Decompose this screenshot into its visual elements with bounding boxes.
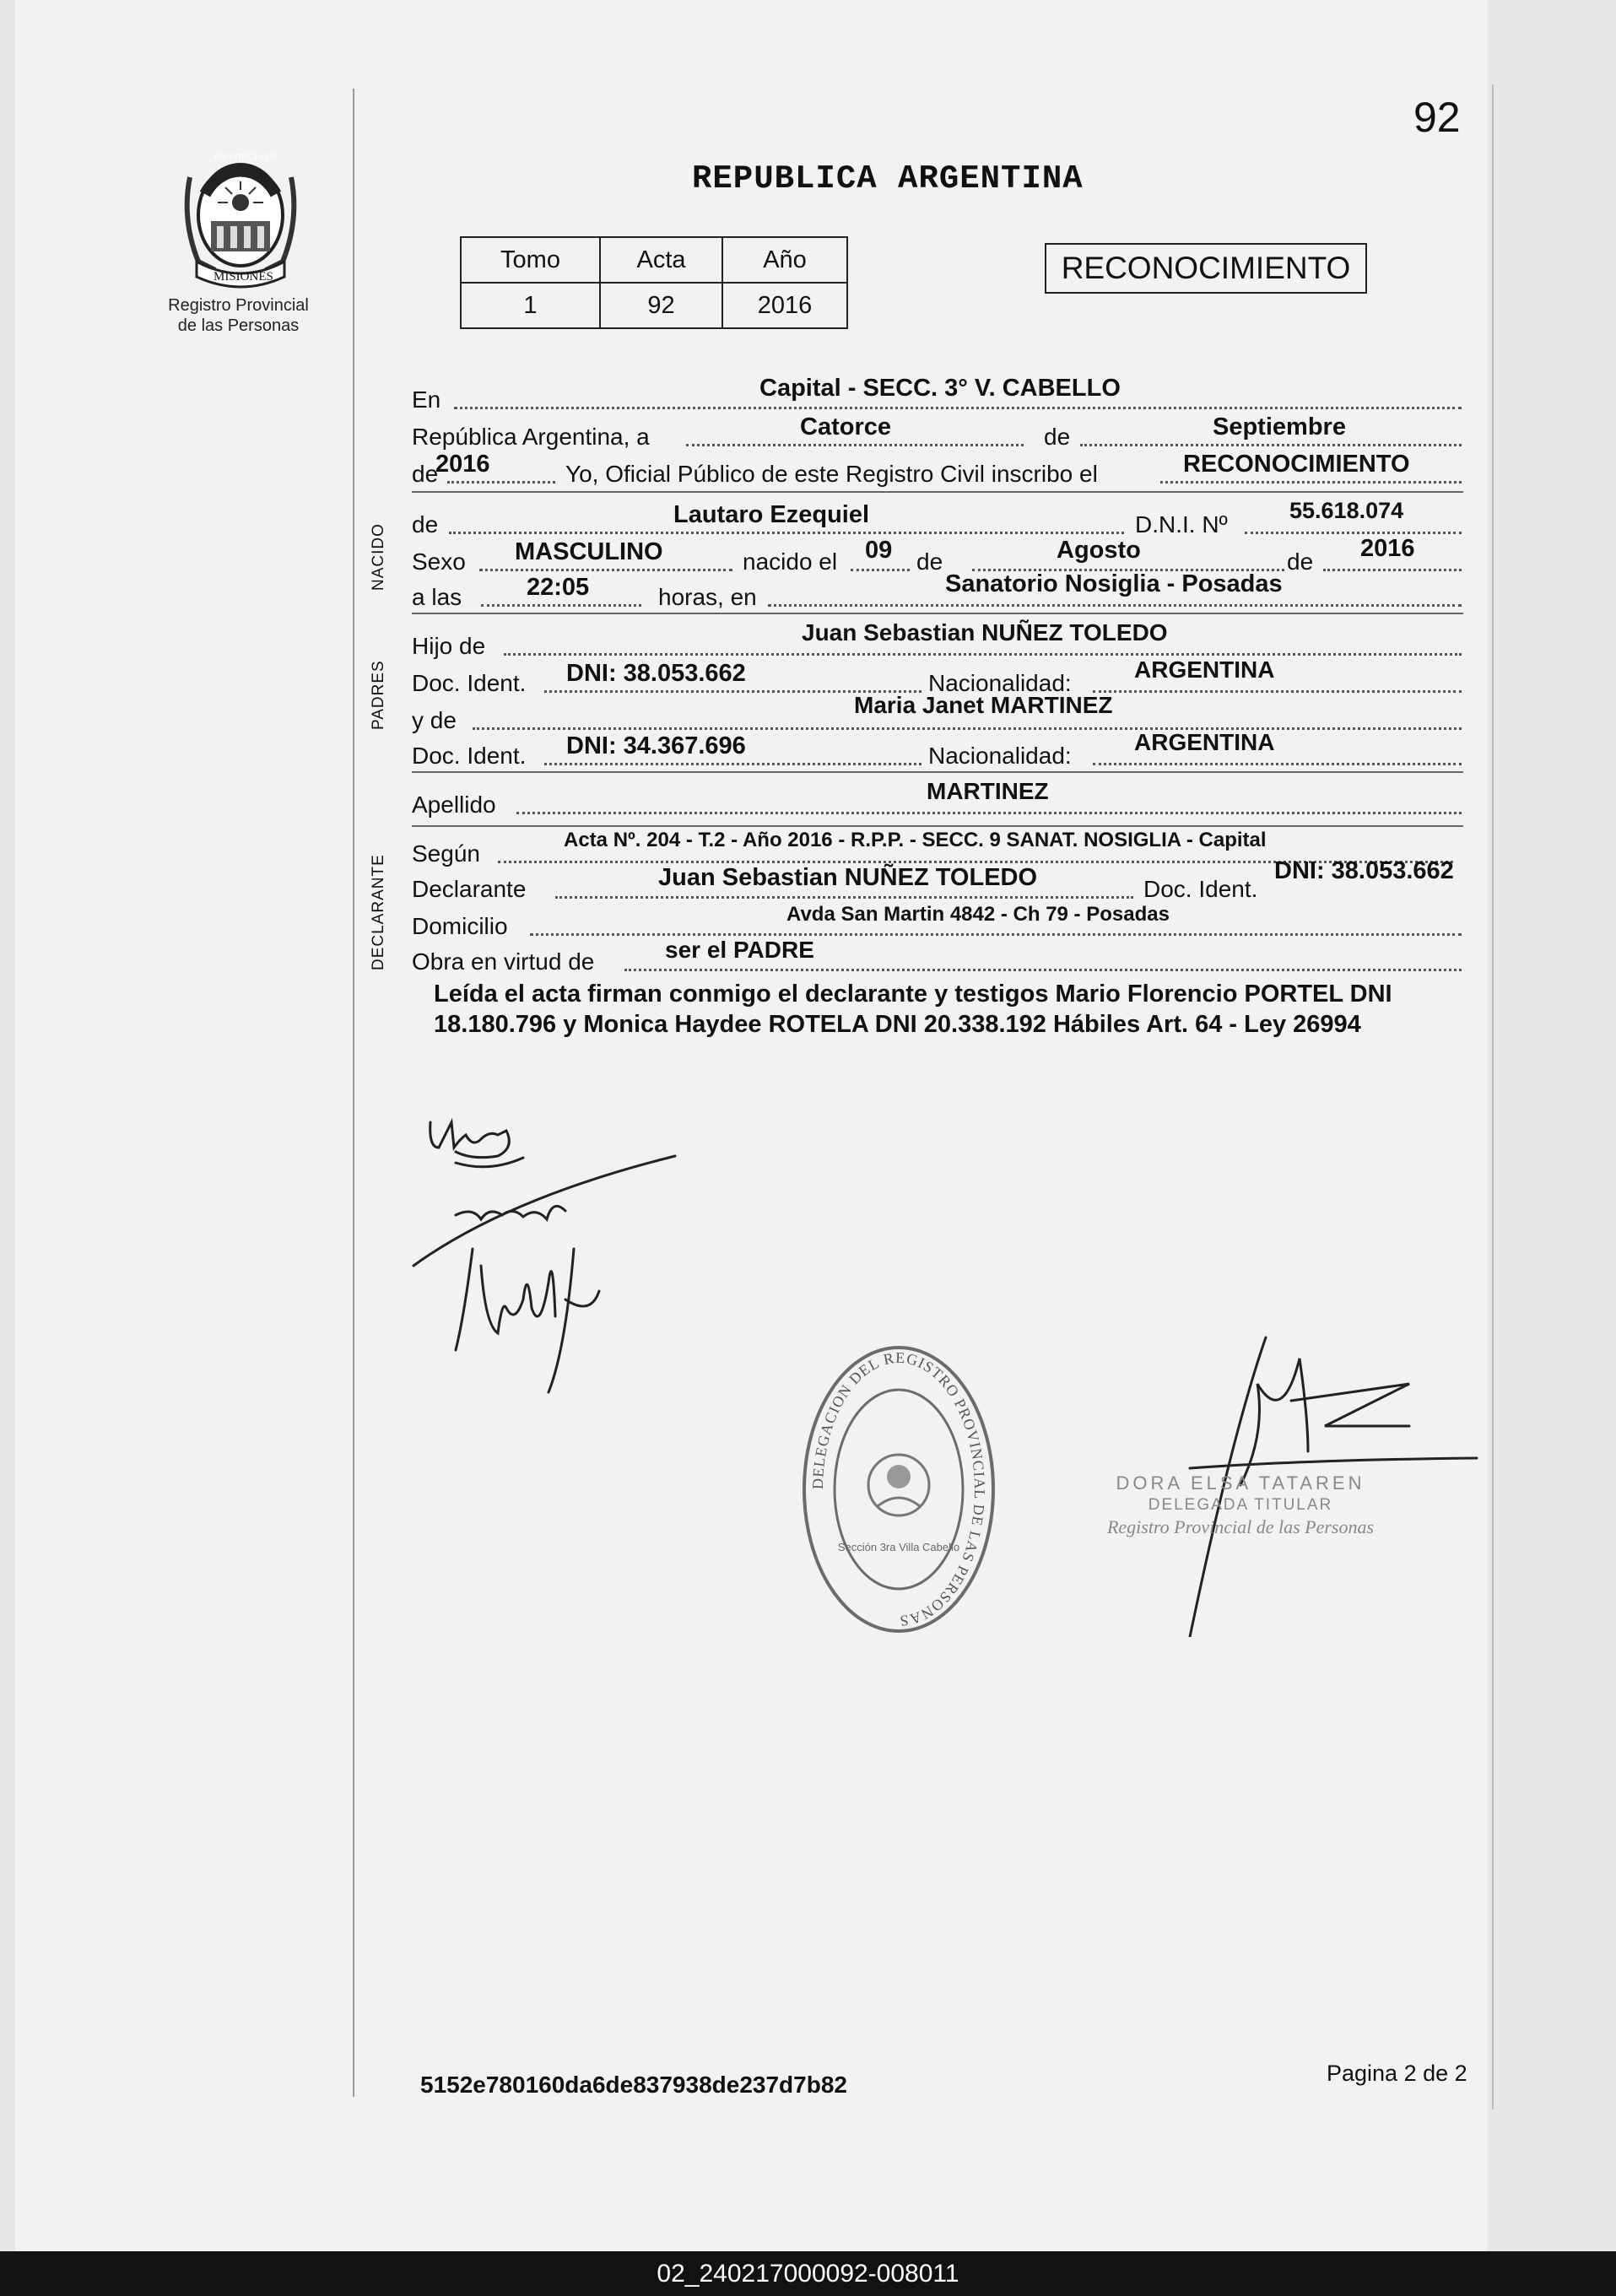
dotted-line [686,444,1024,446]
obra-en-virtud-label: Obra en virtud de [412,948,595,975]
doc-ident-label: Doc. Ident. [412,670,527,696]
section-label-declarante: DECLARANTE [370,854,387,970]
de-label: de [1044,424,1071,450]
official-role: DELEGADA TITULAR [1148,1496,1333,1514]
horas-en-label: horas, en [658,584,757,610]
dotted-line [1323,569,1462,571]
dotted-line [516,812,1462,814]
page-indicator: Pagina 2 de 2 [1327,2061,1467,2086]
official-name-block [1097,1472,1384,1538]
dia-inscripcion-value: Catorce [800,413,891,440]
a-las-label: a las [412,584,462,610]
dni-label: D.N.I. Nº [1135,511,1228,538]
tomo-value: 1 [461,283,600,328]
dotted-line [481,604,641,607]
dni-nacido-value: 55.618.074 [1289,498,1404,523]
madre-dni-value: DNI: 34.367.696 [566,732,746,759]
de-label: de [412,461,439,487]
segun-acta-value: Acta Nº. 204 - T.2 - Año 2016 - R.P.P. - SECC. 9 SANAT. NOSIGLIA - Capital [564,829,1267,851]
dotted-line [447,481,555,484]
dotted-line [851,569,910,571]
acta-header: Acta [600,237,722,283]
madre-nombre-value: Maria Janet MARTINEZ [854,692,1113,718]
section-divider [412,613,1463,614]
dotted-line [768,604,1462,607]
provincia-seal-logo [165,143,316,291]
stamp-outer-text: DELEGACION DEL REGISTRO PROVINCIAL DE LAS PERSONAS [808,1348,989,1630]
page-number: 92 [1413,94,1461,141]
dotted-line [479,569,732,571]
doc-ident-label: Doc. Ident. [1143,876,1258,902]
dotted-line [449,532,1124,534]
domicilio-label: Domicilio [412,913,508,939]
tomo-acta-table [460,236,848,329]
dotted-line [1080,444,1462,446]
section-label-nacido: NACIDO [370,523,387,591]
official-name: DORA ELSA TATAREN [1116,1472,1365,1494]
seal-text-top: PROVINCIA DE [213,152,278,162]
de-label: de [1287,548,1314,575]
dia-nacimiento-value: 09 [865,537,893,564]
section-divider [412,491,1463,493]
tomo-header: Tomo [461,237,600,283]
oficial-publico-text: Yo, Oficial Público de este Registro Civil inscribo el [565,461,1098,487]
en-label: En [412,386,441,413]
nacido-el-label: nacido el [743,548,838,575]
legal-text: Leída el acta firman conmigo el declarante y testigos Mario Florencio PORTEL DNI 18.180.796 y Monica Haydee ROTELA DNI 20.338.192 Hábiles Art. 64 - Ley 26994 [434,981,1392,1038]
padre-dni-value: DNI: 38.053.662 [566,660,746,687]
seal-text-bottom: MISIONES [213,270,273,284]
stamp-inner-text: Sección 3ra Villa Cabello [837,1541,960,1553]
anio-header: Año [722,237,847,283]
apellido-label: Apellido [412,791,496,818]
domicilio-value: Avda San Martin 4842 - Ch 79 - Posadas [786,903,1170,926]
dotted-line [1093,763,1462,765]
padre-nacionalidad-value: ARGENTINA [1134,656,1275,683]
section-divider [412,771,1463,773]
nombre-nacido-value: Lautaro Ezequiel [673,501,870,528]
de-label: de [412,511,439,538]
de-label: de [916,548,943,575]
declarante-label: Declarante [412,876,527,902]
anio-nacimiento-value: 2016 [1360,535,1415,562]
declarante-dni-value: DNI: 38.053.662 [1274,857,1454,884]
sexo-label: Sexo [412,548,466,575]
anio-value: 2016 [722,283,847,328]
dotted-line [544,763,921,765]
right-margin-line [1492,84,1494,2110]
inscribo-value: RECONOCIMIENTO [1183,451,1410,478]
hijo-de-label: Hijo de [412,633,486,659]
document-hash: 5152e780160da6de837938de237d7b82 [420,2072,847,2098]
nacionalidad-label: Nacionalidad: [928,670,1072,696]
dotted-line [504,653,1462,656]
file-id-bar [0,2251,1616,2296]
file-id-text: 02_240217000092-008011 [657,2260,959,2288]
segun-label: Según [412,840,480,867]
registro-label-line1: Registro Provincial [168,296,309,315]
dotted-line [1245,532,1462,534]
registro-label-line2: de las Personas [177,316,300,335]
apellido-value: MARTINEZ [927,778,1049,804]
y-de-label: y de [412,707,457,733]
padre-nombre-value: Juan Sebastian NUÑEZ TOLEDO [802,619,1168,646]
republica-label: República Argentina, a [412,424,650,450]
dotted-line [555,896,1133,899]
dotted-line [624,969,1462,971]
document-type-box: RECONOCIMIENTO [1045,243,1367,294]
sexo-value: MASCULINO [515,538,663,565]
official-office: Registro Provincial de las Personas [1106,1516,1375,1537]
acta-value: 92 [600,283,722,328]
registro-provincial-label [127,295,350,336]
dotted-line [473,727,1462,730]
doc-ident-label: Doc. Ident. [412,743,527,769]
obra-en-virtud-value: ser el PADRE [665,937,814,963]
section-divider [412,825,1463,827]
dotted-line [1160,481,1462,484]
dotted-line [454,407,1462,409]
mes-inscripcion-value: Septiembre [1213,413,1346,440]
section-label-padres: PADRES [370,660,387,730]
country-title: REPUBLICA ARGENTINA [692,160,1084,197]
registro-round-stamp [793,1342,1004,1637]
declarante-nombre-value: Juan Sebastian NUÑEZ TOLEDO [658,864,1038,891]
lugar-registro-value: Capital - SECC. 3° V. CABELLO [759,375,1121,402]
lugar-nacimiento-value: Sanatorio Nosiglia - Posadas [945,570,1283,597]
madre-nacionalidad-value: ARGENTINA [1134,729,1275,755]
nacionalidad-label: Nacionalidad: [928,743,1072,769]
hora-nacimiento-value: 22:05 [527,574,590,601]
anio-inscripcion-value: 2016 [435,451,490,478]
dotted-line [530,933,1462,936]
mes-nacimiento-value: Agosto [1057,537,1141,564]
left-margin-line [353,89,354,2097]
dotted-line [1093,690,1462,693]
handwritten-signatures [405,1097,759,1434]
